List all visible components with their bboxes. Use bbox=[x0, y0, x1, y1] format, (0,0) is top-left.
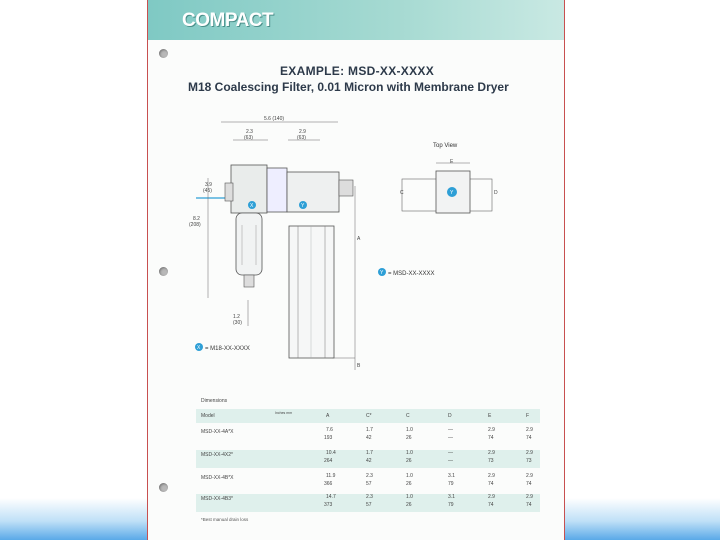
table-footnote: *Best manual drain loss bbox=[201, 517, 249, 522]
example-heading: EXAMPLE: MSD-XX-XXXX bbox=[280, 64, 435, 78]
dim-right-width-mm: (63) bbox=[297, 135, 306, 141]
dim-bottom-mm: (30) bbox=[233, 320, 242, 326]
dim-height: 8.2 bbox=[193, 216, 200, 222]
table-title: Dimensions bbox=[201, 398, 228, 404]
table-row: MSD-XX-4A*X 7.6 193 1.7 42 1.0 26 — — 2.9 74 2.9 74 bbox=[201, 427, 533, 441]
dim-height-mm: (208) bbox=[189, 222, 201, 228]
label-c: C bbox=[400, 190, 404, 196]
catalog-page bbox=[147, 0, 565, 540]
dim-right-width: 2.9 bbox=[299, 129, 306, 135]
label-e: E bbox=[450, 159, 454, 165]
svg-text:Y: Y bbox=[380, 270, 384, 276]
svg-text:Y: Y bbox=[450, 190, 454, 196]
dim-left-width-mm: (63) bbox=[244, 135, 253, 141]
top-view-label: Top View bbox=[433, 143, 458, 149]
table-header: Model Inches mm A C* C D E F bbox=[196, 409, 540, 423]
dim-bottom: 1.2 bbox=[233, 314, 240, 320]
legend-y-text: = MSD-XX-XXXX bbox=[388, 271, 435, 277]
dim-top-label: 5.6 (140) bbox=[264, 116, 285, 122]
legend-x-text: = M18-XX-XXXX bbox=[205, 346, 250, 352]
dim-b-label: B bbox=[357, 363, 361, 369]
dim-left-width: 2.3 bbox=[246, 129, 253, 135]
dim-port-mm: (45) bbox=[203, 188, 212, 194]
product-subtitle: M18 Coalescing Filter, 0.01 Micron with Membrane Dryer bbox=[188, 80, 509, 94]
dim-port: 3.9 bbox=[205, 182, 212, 188]
svg-text:X: X bbox=[197, 345, 201, 351]
table-row: MSD-XX-4B3* 14.7 373 2.3 57 1.0 26 3.1 79 2.9 74 2.9 74 bbox=[196, 494, 540, 512]
table-row: MSD-XX-4X2* 10.4 264 1.7 42 1.0 26 — — 2.9 73 2.9 73 bbox=[196, 450, 540, 468]
brand-title: COMPACT bbox=[182, 10, 274, 31]
table-row: MSD-XX-4B*X 11.9 366 2.3 57 1.0 26 3.1 79 2.9 74 2.9 74 bbox=[201, 473, 533, 487]
label-d: D bbox=[494, 190, 498, 196]
dim-a-label: A bbox=[357, 236, 361, 242]
svg-text:X: X bbox=[250, 203, 254, 209]
svg-text:Y: Y bbox=[301, 203, 305, 209]
